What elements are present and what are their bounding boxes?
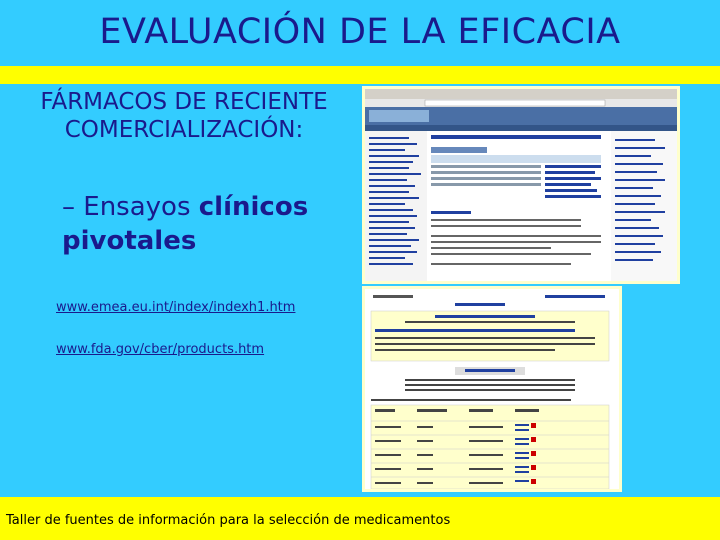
slide-title: EVALUACIÓN DE LA EFICACIA xyxy=(99,12,621,52)
footer-bar xyxy=(0,497,720,540)
fda-screenshot-graphic xyxy=(365,289,619,489)
bullet-bold-text: clínicos pivotales xyxy=(62,192,309,256)
slide-subtitle: FÁRMACOS DE RECIENTE COMERCIALIZACIÓN: xyxy=(40,89,328,143)
emea-screenshot-graphic xyxy=(365,89,677,281)
bullet-dash-text: – Ensayos xyxy=(62,192,199,222)
fda-link[interactable]: www.fda.gov/cber/products.htm xyxy=(56,342,265,357)
fda-website-screenshot xyxy=(362,286,622,492)
footer-text: Taller de fuentes de información para la selección de medicamentos xyxy=(6,513,451,528)
yellow-divider xyxy=(0,66,720,84)
emea-website-screenshot xyxy=(362,86,680,284)
emea-link[interactable]: www.emea.eu.int/index/indexh1.htm xyxy=(56,300,296,315)
bullet-item xyxy=(62,190,342,258)
